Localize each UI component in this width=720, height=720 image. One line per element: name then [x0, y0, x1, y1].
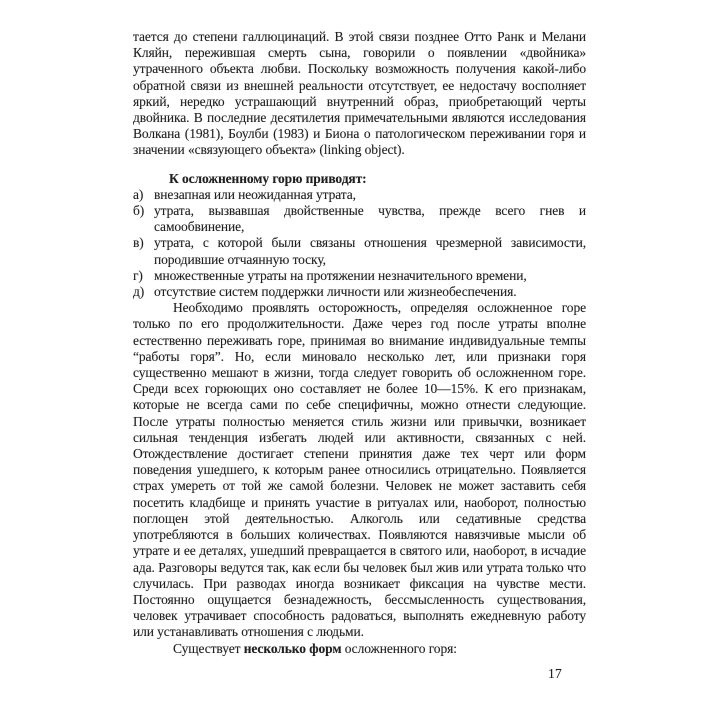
list-item-marker: а) [133, 186, 144, 202]
closing-line-prefix: Существует [173, 640, 244, 656]
list-item-text: множественные утраты на протяжении незначительного времени, [154, 267, 527, 283]
page-text-column [133, 29, 586, 657]
list-item-marker: б) [133, 203, 145, 219]
list-item-marker: г) [133, 267, 143, 283]
closing-line [133, 641, 586, 657]
list-item [133, 284, 586, 300]
list-item-text: внезапная или неожиданная утрата, [154, 186, 356, 202]
list-item [133, 187, 586, 203]
section-heading: К осложненному горю приводят: [169, 170, 367, 186]
list-item [133, 203, 586, 235]
closing-line-bold: несколько форм [243, 640, 342, 656]
list-item [133, 268, 586, 284]
list-item-text: утрата, вызвавшая двойственные чувства, прежде всего гнев и самообвинение, [154, 203, 586, 235]
list-item-marker: в) [133, 235, 144, 251]
list-item-text: отсутствие систем поддержки личности или жизнеобеспечения. [154, 284, 517, 300]
list-item-text: утрата, с которой были связаны отношения чрезмерной зависимости, породившие отчаянную тоску, [154, 235, 586, 267]
closing-line-suffix: осложненного горя: [341, 640, 457, 656]
list-item [133, 235, 586, 267]
continuation-paragraph: тается до степени галлюцинаций. В этой связи позднее Отто Ранк и Мелани Кляйн, пережившая смерть сына, говорили о появлении «двойника» утраченного объекта любви. Поскольку возможность получения какой-либо обратной связи из внешней реальности отсутствует, ее недостачу восполняет яркий, нередко устрашающий внутренний образ, приобретающий черты двойника. В последние десятилетия примечательными являются исследования Волкана (1981), Боулби (1983) и Биона о патологическом переживании горя и значении «связующего объекта» (linking object). [133, 29, 586, 158]
causes-list [133, 187, 586, 300]
list-item-marker: д) [133, 284, 145, 300]
page-number: 17 [548, 666, 562, 681]
body-paragraph: Необходимо проявлять осторожность, определяя осложненное горе только по его продолжительности. Даже через год после утраты вполне естественно переживать горе, принимая во внимание индивидуальные темпы “работы горя”. Но, если миновало несколько лет, или признаки горя существенно мешают в жизни, тогда следует говорить об осложненном горе. Среди всех горюющих оно составляет не более 10—15%. К его признакам, которые не всегда сами по себе специфичны, можно отнести следующие. После утраты полностью меняется стиль жизни или привычки, возникает сильная тенденция избегать людей или активности, связанных с ней. Отождествление достигает степени принятия даже тех черт или форм поведения ушедшего, к которым ранее относились отрицательно. Появляется страх умереть от той же самой болезни. Человек не может заставить себя посетить кладбище и принять участие в ритуалах или, наоборот, полностью поглощен этой деятельностью. Алкоголь или седативные средства употребляются в больших количествах. Появляются навязчивые мысли об утрате и ее деталях, ушедший превращается в святого или, наоборот, в исчадие ада. Разговоры ведутся так, как если бы человек был жив или утрата только что случилась. При разводах иногда возникает фиксация на чувстве мести. Постоянно ощущается безнадежность, бессмысленность существования, человек утрачивает способность радоваться, выполнять ежедневную работу или устанавливать отношения с людьми. [133, 300, 586, 640]
